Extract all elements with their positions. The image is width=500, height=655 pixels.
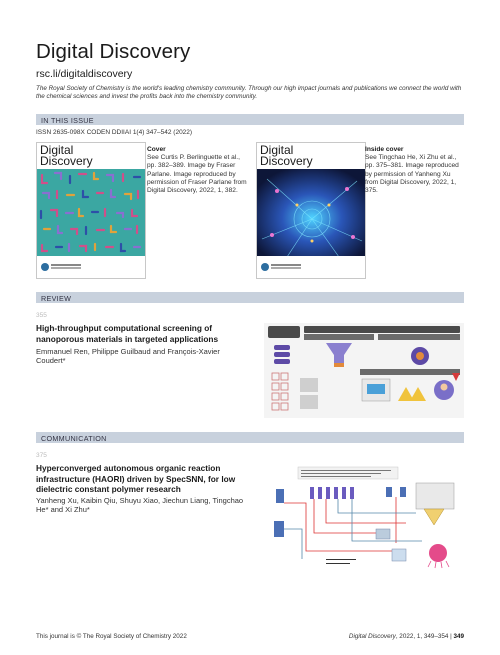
section-label: COMMUNICATION: [41, 433, 107, 443]
cover-masthead: Digital Discovery: [260, 143, 313, 168]
article-authors: Emmanuel Ren, Philippe Guilbaud and François-Xavier Coudert*: [36, 347, 220, 365]
journal-url[interactable]: rsc.li/digitaldiscovery: [36, 68, 133, 80]
inside-cover-image[interactable]: [256, 142, 366, 279]
cover-artwork: [257, 169, 365, 258]
section-label: REVIEW: [41, 293, 72, 303]
article-title[interactable]: Hyperconverged autonomous organic reaction infrastructure (HAORI) driven by SpecSNN, for low dielectric constant polymer research: [36, 463, 236, 494]
toc-graphic-review: [264, 323, 464, 418]
article-page-number: 355: [36, 312, 47, 319]
section-bar-review: [36, 292, 464, 303]
cover-artwork: [37, 169, 145, 258]
inside-cover-caption: Inside cover See Tingchao He, Xi Zhu et al., pp. 375–381. Image reproduced by permission of Yanheng Xu from Digital Discovery, 2022, 1, 375.: [365, 146, 459, 195]
issn-line: ISSN 2635-098X CODEN DDIIAI 1(4) 347–542 (2022): [36, 129, 193, 136]
section-bar-in-this-issue: [36, 114, 464, 125]
article-title[interactable]: High-throughput computational screening of nanoporous materials in targeted applications: [36, 323, 219, 344]
cover-caption: Cover See Curtis P. Berlinguette et al., pp. 382–389. Image by Fraser Parlane. Image reproduced by permission of Fraser Parlane from Digital Discovery, 2022, 1, 382.: [147, 146, 247, 195]
footer-copyright: This journal is © The Royal Society of Chemistry 2022: [36, 633, 187, 640]
section-bar-communication: [36, 432, 464, 443]
article-authors: Yanheng Xu, Kaibin Qiu, Shuyu Xiao, Jiechun Liang, Tingchao He* and Xi Zhu*: [36, 496, 244, 514]
rsc-logo-icon: [41, 263, 49, 271]
journal-title: Digital Discovery: [36, 40, 191, 63]
page-number: 349: [453, 633, 464, 640]
cover-image[interactable]: [36, 142, 146, 279]
cover-masthead: Digital Discovery: [40, 143, 93, 168]
journal-intro: The Royal Society of Chemistry is the world's leading chemistry community. Through our high impact journals and publications we connect the world with the chemical sciences and invest the profits back into the chemistry community.: [36, 85, 462, 100]
article-page-number: 375: [36, 452, 47, 459]
rsc-logo-icon: [261, 263, 269, 271]
toc-graphic-communication: [266, 463, 466, 573]
footer-citation: Digital Discovery, 2022, 1, 349–354 | 349: [348, 633, 464, 640]
section-label: IN THIS ISSUE: [41, 115, 94, 125]
cover-footer: [37, 256, 145, 278]
cover-footer: [257, 256, 365, 278]
